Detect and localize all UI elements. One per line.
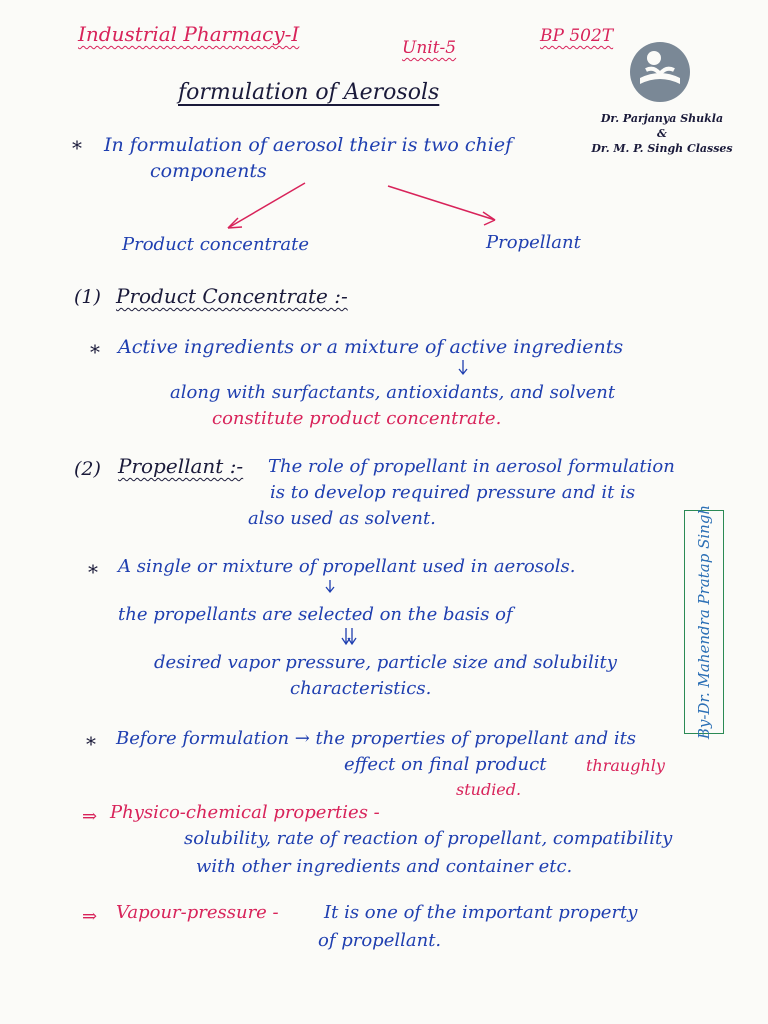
course-code: BP 502T: [540, 26, 614, 46]
section1-line2: along with surfactants, antioxidants, and solvent: [170, 382, 616, 403]
page-title: formulation of Aerosols: [178, 80, 440, 105]
intro-line1: In formulation of aerosol their is two chief: [104, 134, 513, 156]
section2-b1-bullet: *: [88, 560, 98, 584]
section2-def-line2: is to develop required pressure and it is: [270, 482, 636, 503]
point2-line2: of propellant.: [318, 930, 442, 951]
section2-b2-bullet: *: [86, 732, 96, 756]
point2-arrow: ⇒: [82, 906, 98, 927]
unit-label: Unit-5: [402, 38, 457, 58]
section2-number: (2): [74, 458, 101, 480]
section1-bullet: *: [90, 340, 100, 364]
subject-title: Industrial Pharmacy-I: [78, 22, 300, 46]
point1-arrow: ⇒: [82, 806, 98, 827]
point1-line2: with other ingredients and container etc.: [196, 856, 573, 877]
section2-b1-line4: characteristics.: [290, 678, 432, 699]
section2-b1-line2: the propellants are selected on the basis of: [118, 604, 513, 625]
intro-line2: components: [150, 160, 267, 182]
point1-heading: Physico-chemical properties -: [110, 802, 380, 823]
point1-line1: solubility, rate of reaction of propellant, compatibility: [184, 828, 673, 849]
section2-def-line1: The role of propellant in aerosol formulation: [268, 456, 675, 477]
section2-b1-line3: desired vapor pressure, particle size and solubility: [154, 652, 617, 673]
section1-line3: constitute product concentrate.: [212, 408, 502, 429]
branch-propellant: Propellant: [486, 232, 581, 253]
section2-b2-line2a: effect on final product: [344, 754, 547, 775]
section1-number: (1): [74, 286, 101, 308]
author-side-note-text: By-Dr. Mahendra Pratap Singh: [695, 504, 713, 740]
section1-line1: Active ingredients or a mixture of active ingredients: [118, 336, 624, 358]
point2-heading: Vapour-pressure -: [116, 902, 279, 923]
logo-caption-line2: &: [657, 127, 667, 140]
branch-product-concentrate: Product concentrate: [122, 234, 309, 255]
logo-caption-line3: Dr. M. P. Singh Classes: [591, 142, 733, 155]
section2-b1-line1: A single or mixture of propellant used in aerosols.: [118, 556, 576, 577]
section2-b2-line2b: thraughly: [586, 756, 665, 775]
point2-line1: It is one of the important property: [324, 902, 638, 923]
section2-heading: Propellant :-: [118, 454, 244, 478]
section2-b2-line1: Before formulation → the properties of propellant and its: [116, 728, 637, 749]
section2-b2-line3: studied.: [456, 780, 522, 799]
logo-caption-line1: Dr. Parjanya Shukla: [600, 112, 724, 125]
section2-def-line3: also used as solvent.: [248, 508, 436, 529]
intro-bullet: *: [72, 136, 82, 160]
section1-heading: Product Concentrate :-: [116, 284, 348, 308]
author-side-note: [684, 504, 724, 740]
